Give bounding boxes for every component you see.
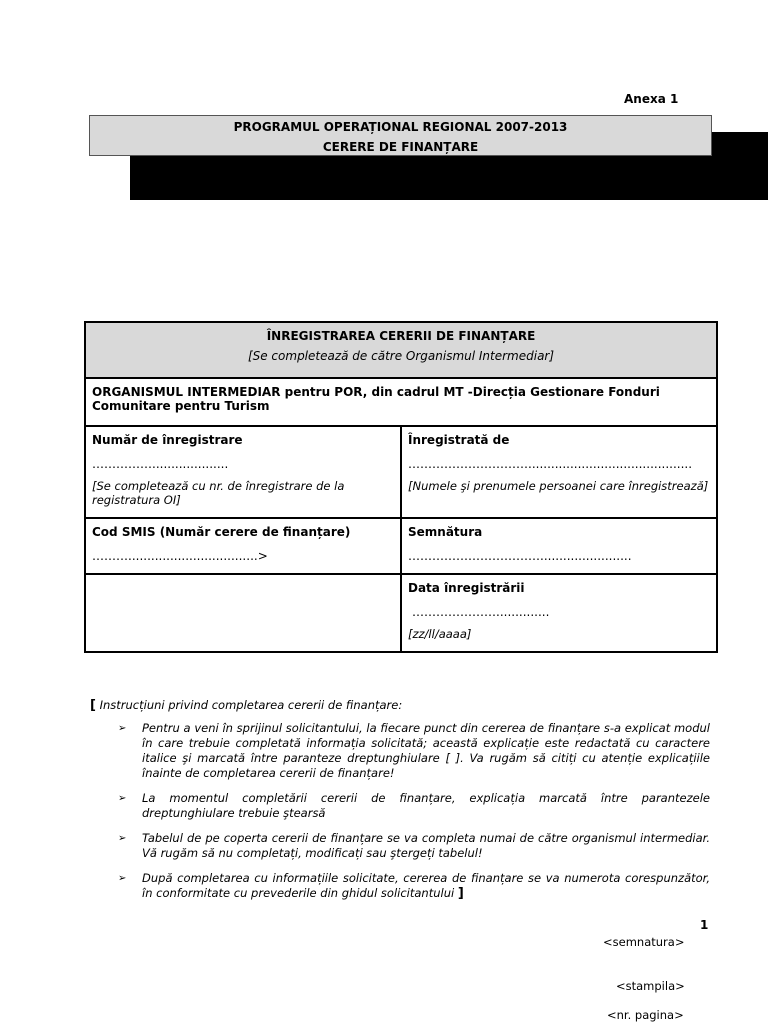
date-cell	[401, 574, 717, 652]
arrow-bullet-icon: ➢	[118, 793, 127, 804]
open-bracket: [	[90, 698, 96, 713]
annex-label: Anexa 1	[624, 92, 679, 106]
list-item	[90, 791, 710, 821]
page-placeholder: <nr. pagina>	[607, 1008, 684, 1022]
reg-number-field[interactable]: ……………....................	[92, 457, 229, 471]
instructions-list	[90, 721, 710, 901]
reg-number-label: Număr de înregistrare	[92, 433, 243, 447]
registration-subtitle: [Se completează de către Organismul Intermediar]	[247, 349, 555, 363]
smis-cell	[85, 518, 401, 574]
list-item	[90, 871, 710, 901]
registration-title: ÎNREGISTRAREA CERERII DE FINANȚARE	[266, 329, 536, 343]
signature-placeholder: <semnatura>	[603, 935, 685, 949]
instructions-intro-line	[90, 698, 710, 713]
date-note: [zz/ll/aaaa]	[408, 627, 472, 641]
signature-field[interactable]: ……………………………........................	[408, 549, 632, 563]
program-title: PROGRAMUL OPERAȚIONAL REGIONAL 2007-2013	[233, 120, 568, 134]
instructions-intro: Instrucțiuni privind completarea cererii de finanțare:	[99, 698, 403, 712]
registered-by-cell	[401, 426, 717, 518]
instruction-text: La momentul completării cererii de finanțare, explicația marcată între parantezele dreptunghiulare trebuie ştearsă	[142, 791, 710, 820]
reg-number-note: [Se completează cu nr. de înregistrare de la registratura OI]	[92, 479, 345, 507]
arrow-bullet-icon: ➢	[118, 723, 127, 734]
date-label: Data înregistrării	[408, 581, 525, 595]
title-banner	[89, 115, 712, 156]
arrow-bullet-icon: ➢	[118, 833, 127, 844]
list-item	[90, 721, 710, 781]
registered-by-field[interactable]: …………………………...........................................	[408, 457, 693, 471]
registration-header	[85, 322, 717, 378]
arrow-bullet-icon: ➢	[118, 873, 127, 884]
signature-cell	[401, 518, 717, 574]
registration-table	[84, 321, 718, 653]
organism-cell	[85, 378, 717, 426]
registered-by-label: Înregistrată de	[408, 433, 510, 447]
signature-label: Semnătura	[408, 525, 483, 539]
page-number: 1	[700, 918, 709, 932]
instruction-text: După completarea cu informațiile solicitate, cererea de finanțare se va numerota corespunzător, în conformitate cu prevederile din ghidul solicitantului	[142, 871, 710, 900]
organism-text: ORGANISMUL INTERMEDIAR pentru POR, din cadrul MT -Direcția Gestionare Fonduri Comunitare pentru Turism	[92, 385, 660, 413]
date-field[interactable]: …………………..............	[412, 605, 550, 619]
stamp-placeholder: <stampila>	[616, 979, 685, 993]
smis-label: Cod SMIS (Număr cerere de finanțare)	[92, 525, 351, 539]
list-item	[90, 831, 710, 861]
empty-cell	[85, 574, 401, 652]
instruction-text: Pentru a veni în sprijinul solicitantului, la fiecare punct din cererea de finanțare s-a explicat modul în care trebuie completată informația solicitată; această explicație este redactată cu caractere italice şi marcată între paranteze dreptunghiulare [ ]. Va rugăm să citiți cu atenție explicațiile înainte de completarea cererii de finanțare!	[142, 721, 710, 780]
instructions-block	[90, 698, 710, 911]
reg-number-cell	[85, 426, 401, 518]
registered-by-note: [Numele şi prenumele persoanei care înregistrează]	[408, 479, 709, 493]
smis-field[interactable]: ………..................................>	[92, 549, 268, 563]
document-title: CERERE DE FINANȚARE	[322, 140, 479, 154]
instruction-text: Tabelul de pe coperta cererii de finanțare se va completa numai de către organismul intermediar. Vă rugăm să nu completați, modificați sau ştergeți tabelul!	[142, 831, 710, 860]
close-bracket: ]	[457, 886, 464, 901]
